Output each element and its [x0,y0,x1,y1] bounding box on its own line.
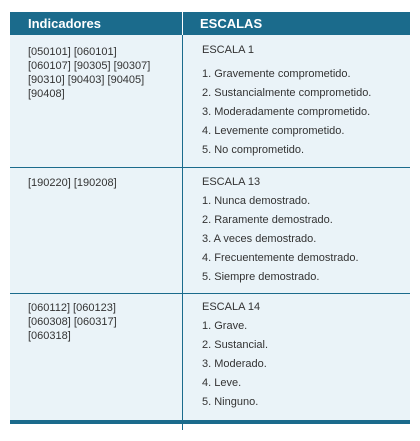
scale-item: 2. Raramente demostrado. [202,214,333,226]
column-divider [182,35,183,430]
row-2-scale-title: ESCALA 13 [202,176,261,188]
indicator-line: [050101] [060101] [28,46,117,58]
scale-item: 4. Frecuentemente demostrado. [202,252,359,264]
indicator-line: [060308] [060317] [28,316,117,328]
indicator-line: [90310] [90403] [90405] [28,74,145,86]
header-divider [182,12,183,35]
scale-item: 3. Moderado. [202,358,267,370]
header-indicadores: Indicadores [28,16,101,31]
indicator-line: [90408] [28,88,65,100]
scale-item: 5. Siempre demostrado. [202,271,320,283]
scale-item: 1. Gravemente comprometido. [202,68,351,80]
row-divider [10,167,410,168]
row-1-indicators [28,45,178,101]
scale-item: 4. Levemente comprometido. [202,125,345,137]
scale-item: 3. Moderadamente comprometido. [202,106,371,118]
scale-item: 1. Nunca demostrado. [202,195,311,207]
table-header [10,12,410,35]
scale-item: 2. Sustancialmente comprometido. [202,87,372,99]
scale-item: 5. Ninguno. [202,396,259,408]
indicator-line: [190220] [190208] [28,177,117,189]
row-2-indicators [28,176,178,190]
row-1-scale-title: ESCALA 1 [202,44,254,56]
header-escalas: ESCALAS [200,16,263,31]
row-divider [10,293,410,294]
scale-item: 2. Sustancial. [202,339,269,351]
row-3-indicators [28,301,178,343]
indicator-line: [060318] [28,330,71,342]
scale-item: 5. No comprometido. [202,144,305,156]
indicator-line: [060107] [90305] [90307] [28,60,151,72]
row-3-scale-title: ESCALA 14 [202,301,261,313]
indicator-line: [060112] [060123] [28,302,116,314]
scale-item: 3. A veces demostrado. [202,233,317,245]
table-bottom-border [10,420,410,424]
scales-table [10,12,410,424]
scale-item: 4. Leve. [202,377,242,389]
scale-item: 1. Grave. [202,320,248,332]
